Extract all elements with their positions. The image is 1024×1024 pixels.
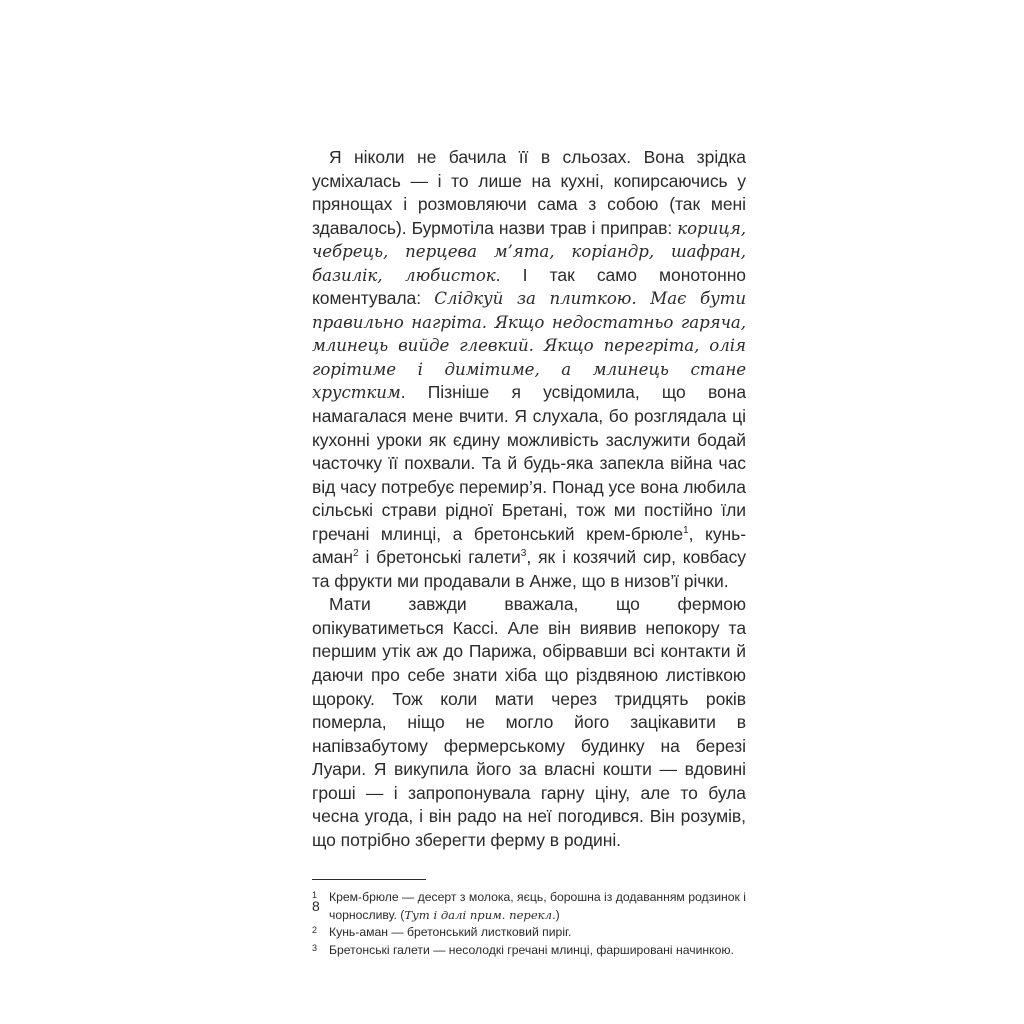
paragraph-2: Мати завжди вважала, що фермою опікуватиметься Кассі. Але він виявив непокору та першим утік аж до Парижа, обірвавши всі контакти й даючи про себе знати хіба що різдвяною листівкою щороку. Тож коли мати через тридцять років померла, ніщо не могло його зацікавити в напівзабутому фермерському будинку на березі Луари. Я викупила його за власні кошти — вдовині гроші — і запропонувала гарну ціну, але то була чесна угода, і він радо на неї погодився. Він розумів, що потрібно зберегти ферму в родині. (312, 594, 746, 850)
footnote-ref-2: 2 (352, 548, 359, 560)
paragraph-1 (312, 146, 746, 593)
page-number: 8 (312, 898, 320, 914)
footnote-divider (312, 879, 426, 880)
text-run: . І так само монотонно коментувала: (312, 264, 746, 309)
footnote-text: Кунь-аман — бретонський листковий пиріг. (329, 925, 572, 940)
body-text (312, 146, 746, 852)
italic-run: Слідкуй за плиткою. Має бути правильно нагріта. Якщо недостатньо гаряча, млинець вийде глевкий. Якщо перегріта, олія горітиме і димітиме, а млинець стане хрустким (312, 289, 747, 403)
page-content (312, 146, 746, 959)
text-run: , як і козячий сир, ковбасу та фрукти ми продавали в Анже, що в низов’ї річки. (312, 547, 746, 591)
text-run: Крем-брюле — десерт з молока, яєць, борошна із додаванням родзинок і чорносливу. ( (329, 890, 746, 922)
footnote-ref-1: 1 (683, 524, 689, 536)
footnote-3 (312, 942, 746, 960)
footnote-ref-3: 3 (520, 548, 527, 560)
footnote-number: 2 (312, 925, 318, 936)
footnote-1 (312, 889, 746, 924)
text-run: , кунь-аман (312, 523, 746, 568)
footnote-number: 3 (312, 942, 318, 953)
text-run: Я ніколи не бачила її в сльозах. Вона зрідка усміхалась — і то лише на кухні, копирсаючись у прянощах і розмовляючи сама з собою (так мені здавалось). Бурмотіла назви трав і приправ: (312, 147, 746, 238)
text-run: . Пізніше я усвідомила, що вона намагалася мене вчити. Я слухала, бо розглядала ці кухонні уроки як єдину можливість заслужити бодай часточку її похвали. Та й будь-яка запекла війна час від часу потребує перемир’я. Понад усе вона любила сільські страви рідної Бретані, тож ми постійно їли гречані млинці, а бретонський крем-брюле (312, 382, 746, 544)
footnote-2 (312, 924, 746, 942)
text-run: ) (555, 907, 560, 922)
text-run: і бретонські галети (358, 547, 521, 568)
italic-run: кориця, чебрець, перцева м’ята, коріандр, шафран, базилік, любисток (312, 218, 746, 285)
footnote-number: 1 (312, 890, 318, 901)
footnote-text (329, 889, 746, 924)
italic-run: Тут і далі прим. перекл. (404, 907, 556, 922)
footnote-text: Бретонські галети — несолодкі гречані млинці, фаршировані начинкою. (329, 942, 734, 957)
